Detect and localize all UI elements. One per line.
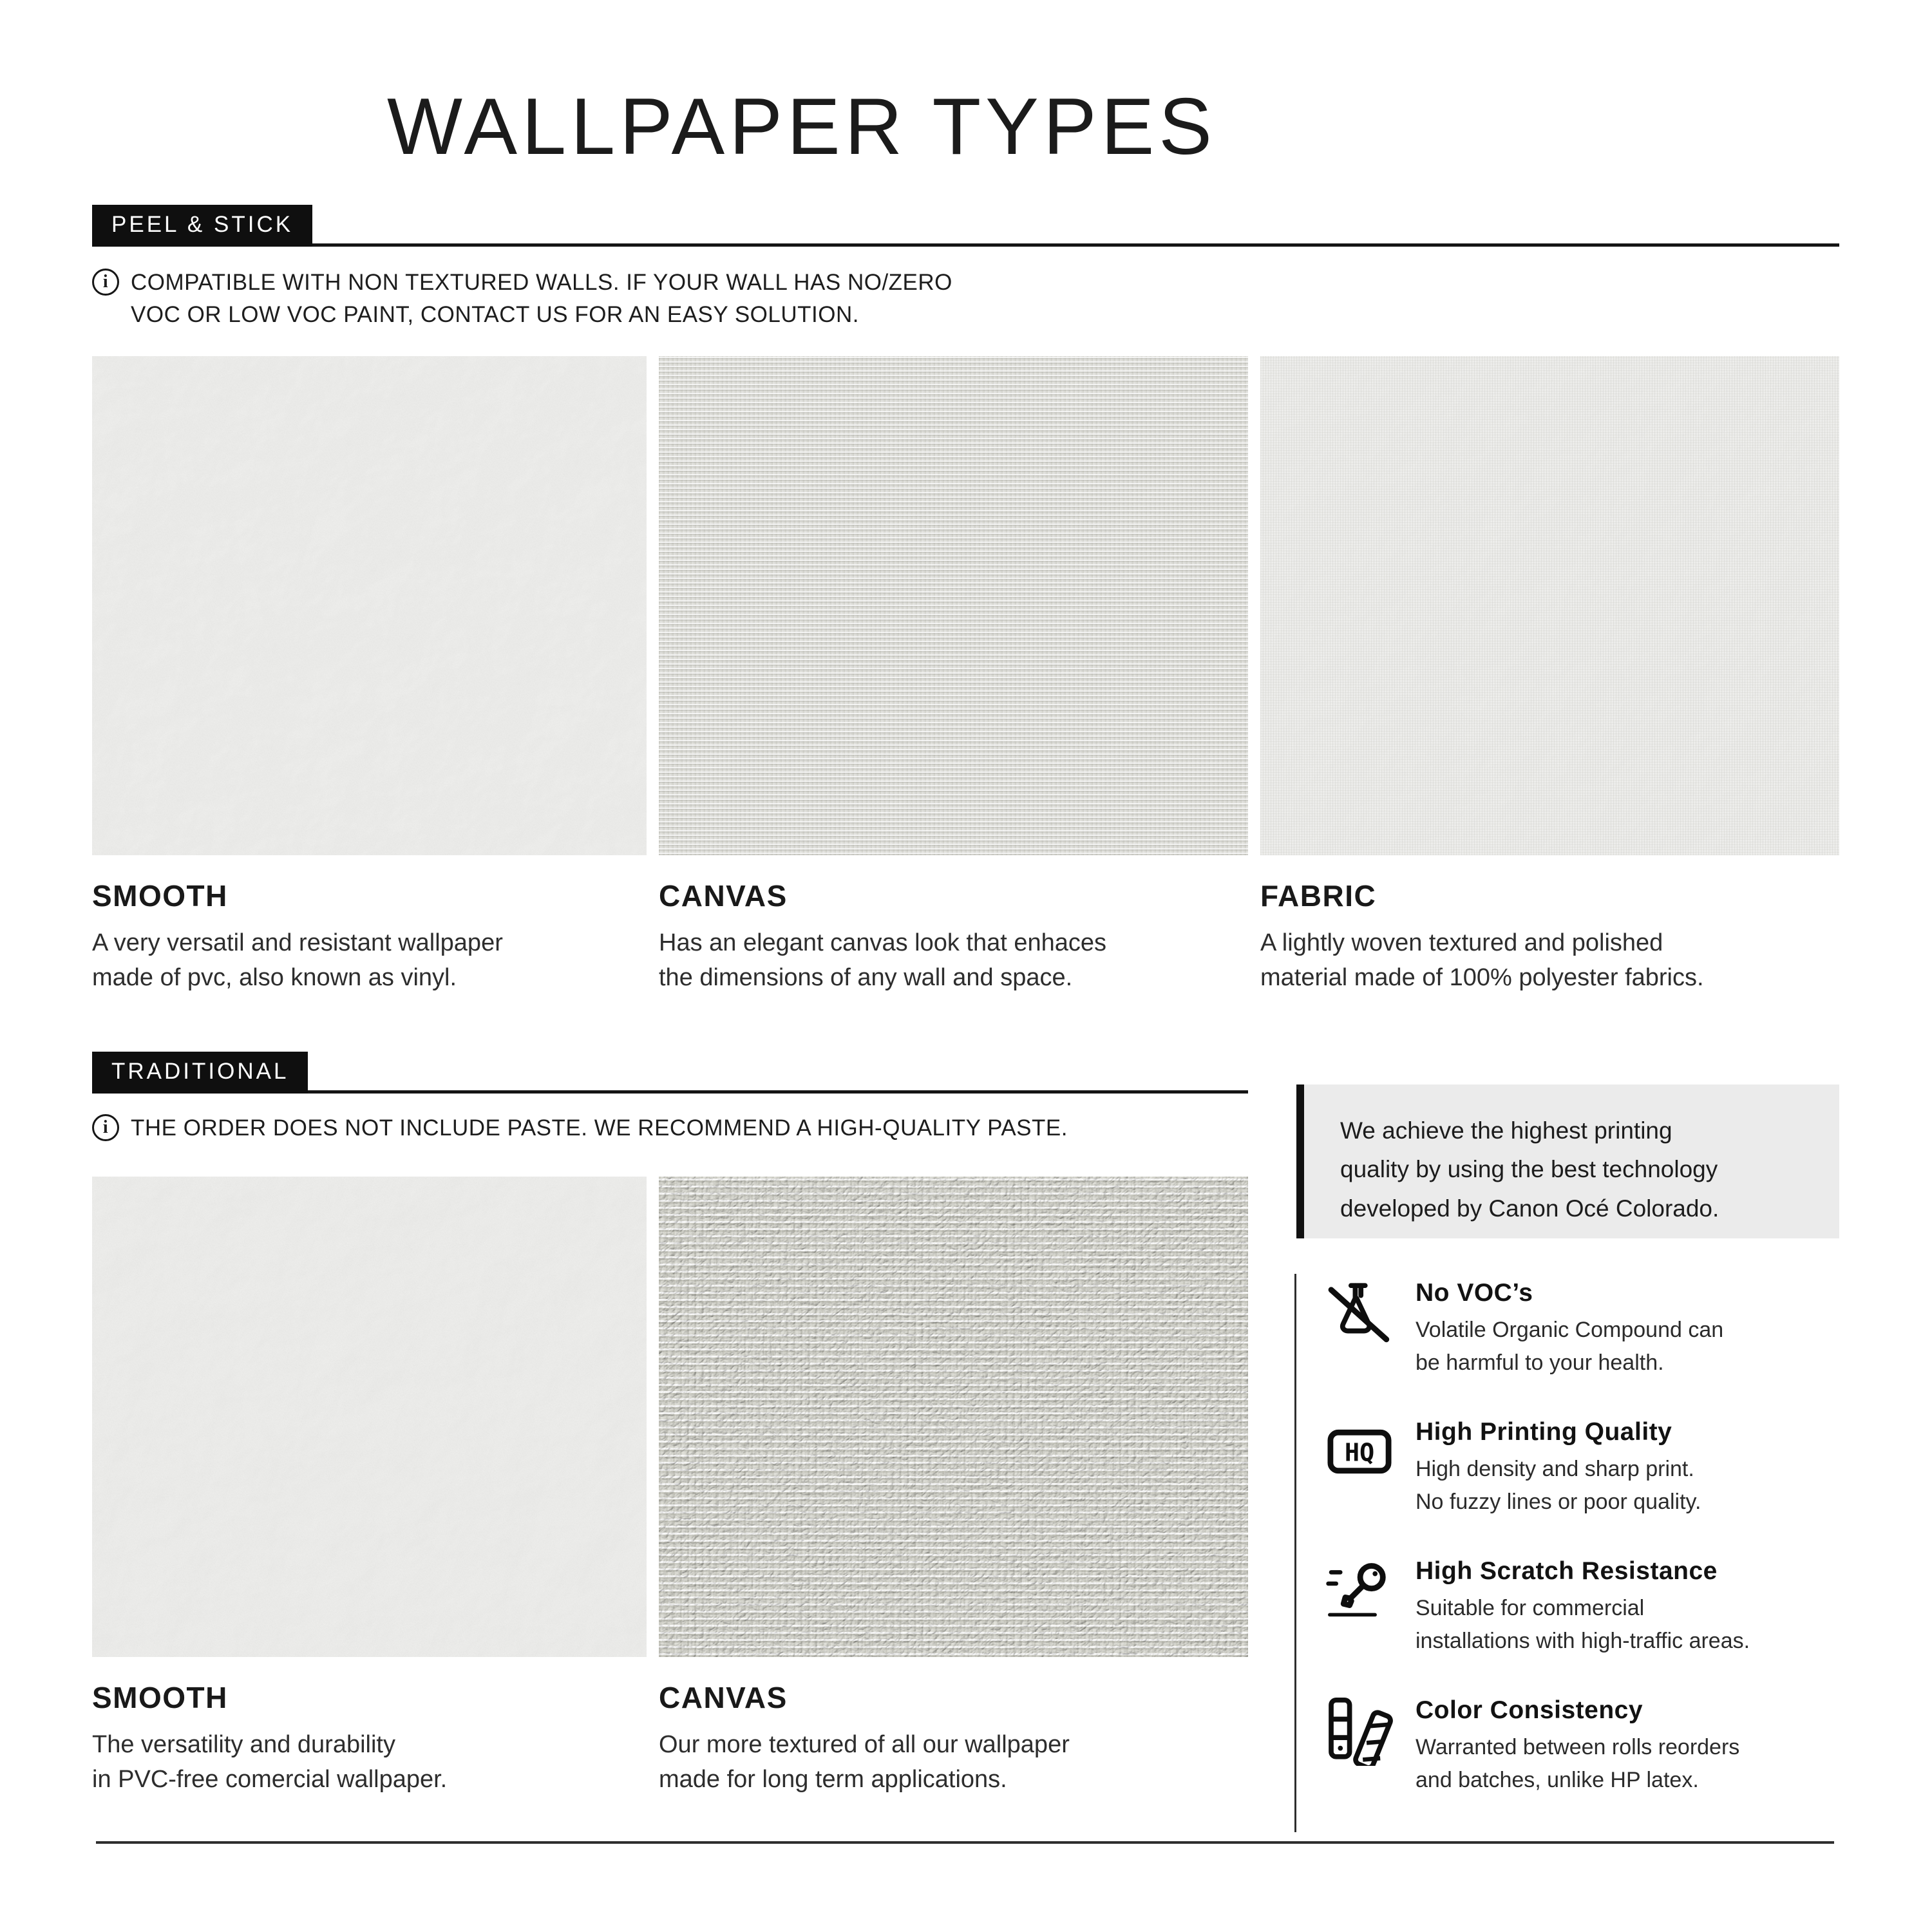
peel-stick-note: [92, 267, 952, 330]
wallpaper-type-card: [1260, 356, 1839, 996]
traditional-swatch-row: [92, 1177, 1248, 1797]
swatch-image-canvas: [659, 356, 1248, 855]
swatch-image-canvas-coarse: [659, 1177, 1248, 1657]
swatch-name: FABRIC: [1260, 879, 1377, 913]
swatch-image-smooth: [92, 1177, 647, 1657]
feature-text: [1416, 1416, 1701, 1519]
peel-stick-swatch-row: [92, 356, 1839, 996]
no-voc-flask-icon: [1324, 1276, 1395, 1349]
note-text: COMPATIBLE WITH NON TEXTURED WALLS. IF YOUR WALL HAS NO/ZERO VOC OR LOW VOC PAINT, CONTACT US FOR AN EASY SOLUTION.: [131, 270, 952, 327]
section-badge-traditional: TRADITIONAL: [92, 1052, 308, 1094]
swatch-name: SMOOTH: [92, 1681, 228, 1714]
feature-description: High density and sharp print. No fuzzy lines or poor quality.: [1416, 1457, 1701, 1514]
features-list: [1324, 1276, 1839, 1797]
section-header-peel-stick: [92, 205, 1839, 247]
quality-note-box: We achieve the highest printing quality by using the best technology developed by Canon Océ Colorado.: [1296, 1084, 1839, 1238]
swatch-name: CANVAS: [659, 1681, 788, 1714]
feature-text: [1416, 1694, 1739, 1797]
info-icon: i: [92, 269, 119, 296]
wallpaper-type-card: [659, 1177, 1248, 1797]
wallpaper-type-card: [92, 1177, 647, 1797]
texture-overlay: [92, 1177, 647, 1657]
swatch-image-smooth: [92, 356, 647, 855]
feature-description: Volatile Organic Compound can be harmful to your health.: [1416, 1318, 1724, 1375]
texture-overlay: [1260, 356, 1839, 855]
feature-title: Color Consistency: [1416, 1696, 1643, 1724]
texture-overlay: [92, 356, 647, 855]
section-rule: [312, 243, 1839, 247]
feature-item-color-consistency: [1324, 1694, 1839, 1797]
feature-title: High Printing Quality: [1416, 1418, 1672, 1446]
hq-badge-icon: [1324, 1416, 1395, 1488]
feature-title: No VOC’s: [1416, 1279, 1533, 1307]
texture-overlay: [659, 356, 1248, 855]
feature-title: High Scratch Resistance: [1416, 1557, 1718, 1585]
swatch-name: CANVAS: [659, 879, 788, 913]
swatch-description: The versatility and durability in PVC-free comercial wallpaper.: [92, 1731, 448, 1793]
section-header-traditional: [92, 1052, 1248, 1094]
info-icon: i: [92, 1114, 119, 1141]
texture-overlay: [659, 1177, 1248, 1657]
scratch-key-icon: [1324, 1555, 1395, 1627]
traditional-note: [92, 1112, 1068, 1144]
swatch-description: A very versatil and resistant wallpaper made of pvc, also known as vinyl.: [92, 929, 503, 991]
section-badge-peel-stick: PEEL & STICK: [92, 205, 312, 247]
features-divider: [1294, 1274, 1296, 1832]
feature-description: Warranted between rolls reorders and batches, unlike HP latex.: [1416, 1735, 1740, 1792]
color-swatchbook-icon: [1324, 1694, 1395, 1766]
feature-item-high-scratch-resistance: [1324, 1555, 1839, 1658]
page-title: WALLPAPER TYPES: [386, 82, 1217, 171]
swatch-name: SMOOTH: [92, 879, 228, 913]
swatch-description: A lightly woven textured and polished material made of 100% polyester fabrics.: [1260, 929, 1704, 991]
feature-item-high-printing-quality: [1324, 1416, 1839, 1519]
note-text: THE ORDER DOES NOT INCLUDE PASTE. WE RECOMMEND A HIGH-QUALITY PASTE.: [131, 1115, 1068, 1141]
section-rule: [308, 1090, 1248, 1094]
svg-text:HQ: HQ: [1344, 1438, 1375, 1468]
feature-description: Suitable for commercial installations with high-traffic areas.: [1416, 1596, 1750, 1653]
feature-text: [1416, 1555, 1750, 1658]
swatch-description: Our more textured of all our wallpaper made for long term applications.: [659, 1731, 1070, 1793]
feature-item-no-vocs: [1324, 1276, 1839, 1379]
feature-text: [1416, 1276, 1723, 1379]
wallpaper-type-card: [92, 356, 647, 996]
bottom-rule: [96, 1841, 1834, 1844]
wallpaper-type-card: [659, 356, 1248, 996]
swatch-image-fabric: [1260, 356, 1839, 855]
swatch-description: Has an elegant canvas look that enhaces the dimensions of any wall and space.: [659, 929, 1107, 991]
